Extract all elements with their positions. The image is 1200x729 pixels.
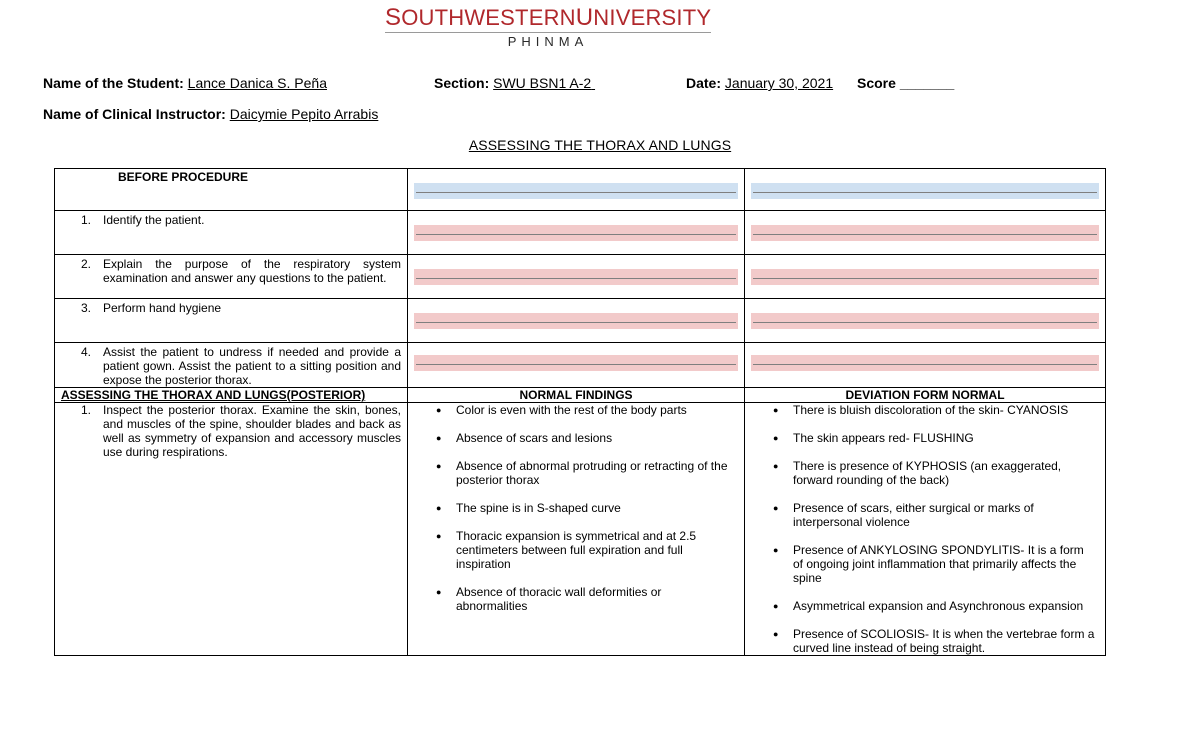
text-field[interactable]	[751, 313, 1099, 329]
text-field[interactable]	[414, 313, 738, 329]
student-name-field: Name of the Student: Lance Danica S. Peña	[43, 75, 327, 91]
list-item: ● Thoracic expansion is symmetrical and at 2.5 centimeters between full expiration and full inspiration	[408, 529, 744, 571]
list-item: ● Absence of scars and lesions	[408, 431, 744, 445]
before-procedure-heading-cell	[55, 169, 408, 211]
section-value: SWU BSN1 A-2	[493, 75, 592, 91]
logo-subtitle: PHINMA	[507, 34, 589, 49]
table-row	[55, 403, 1106, 656]
text-field[interactable]	[414, 269, 738, 285]
table-row	[55, 169, 1106, 211]
list-item: ● The skin appears red- FLUSHING	[745, 431, 1105, 445]
list-item: ● The spine is in S-shaped curve	[408, 501, 744, 515]
text-field[interactable]	[751, 225, 1099, 241]
normal-findings-list	[408, 403, 744, 613]
deviation-heading: DEVIATION FORM NORMAL	[845, 388, 1005, 402]
section-header-row	[55, 388, 1106, 403]
text-field[interactable]	[414, 225, 738, 241]
logo-wordmark: SOUTHWESTERNUNIVERSITY	[385, 4, 712, 31]
list-item: ● Presence of SCOLIOSIS- It is when the vertebrae form a curved line instead of being straight.	[745, 627, 1105, 655]
logo-divider	[385, 32, 711, 33]
step-item: 3. Perform hand hygiene	[81, 301, 222, 315]
list-item: ● There is presence of KYPHOSIS (an exaggerated, forward rounding of the back)	[745, 459, 1105, 487]
procedure-table	[54, 168, 1106, 656]
list-item: ● Absence of thoracic wall deformities or abnormalities	[408, 585, 744, 613]
table-row	[55, 343, 1106, 388]
list-item: ● Asymmetrical expansion and Asynchronous expansion	[745, 599, 1105, 613]
instructor-field: Name of Clinical Instructor: Daicymie Pepito Arrabis	[43, 106, 379, 122]
before-procedure-heading: BEFORE PROCEDURE	[117, 170, 248, 184]
list-item: ● Presence of ANKYLOSING SPONDYLITIS- It is a form of ongoing joint inflammation that primarily affects the spine	[745, 543, 1105, 585]
text-field[interactable]	[414, 183, 738, 199]
text-field[interactable]	[751, 355, 1099, 371]
table-row	[55, 211, 1106, 255]
deviation-list	[745, 403, 1105, 655]
instructor-value: Daicymie Pepito Arrabis	[229, 106, 379, 122]
text-field[interactable]	[414, 355, 738, 371]
posterior-section-title: ASSESSING THE THORAX AND LUNGS(POSTERIOR)	[61, 388, 366, 402]
table-row	[55, 255, 1106, 299]
step-item: 4. Assist the patient to undress if needed and provide a patient gown. Assist the patient to a sitting position and expose the posterior thorax.	[81, 345, 401, 387]
university-logo	[385, 5, 711, 49]
text-field[interactable]	[751, 183, 1099, 199]
student-name-value: Lance Danica S. Peña	[187, 75, 327, 91]
list-item: ● There is bluish discoloration of the skin- CYANOSIS	[745, 403, 1105, 417]
section-field: Section: SWU BSN1 A-2	[434, 75, 592, 91]
date-value: January 30, 2021	[724, 75, 834, 91]
score-blank: _______	[899, 75, 955, 91]
step-item: 1. Identify the patient.	[81, 213, 205, 227]
step-item: 2. Explain the purpose of the respiratory system examination and answer any questions to the patient.	[81, 257, 401, 285]
posterior-step-item: 1. Inspect the posterior thorax. Examine the skin, bones, and muscles of the spine, shoulder blades and back as well as symmetry of expansion and accessory muscles use during respirations.	[81, 403, 401, 459]
list-item: ● Absence of abnormal protruding or retracting of the posterior thorax	[408, 459, 744, 487]
date-field: Date: January 30, 2021	[686, 75, 834, 91]
text-field[interactable]	[751, 269, 1099, 285]
page-title: ASSESSING THE THORAX AND LUNGS	[468, 137, 732, 153]
normal-findings-heading: NORMAL FINDINGS	[519, 388, 633, 402]
list-item: ● Color is even with the rest of the body parts	[408, 403, 744, 417]
table-row	[55, 299, 1106, 343]
score-field: Score _______	[857, 75, 955, 91]
list-item: ● Presence of scars, either surgical or marks of interpersonal violence	[745, 501, 1105, 529]
